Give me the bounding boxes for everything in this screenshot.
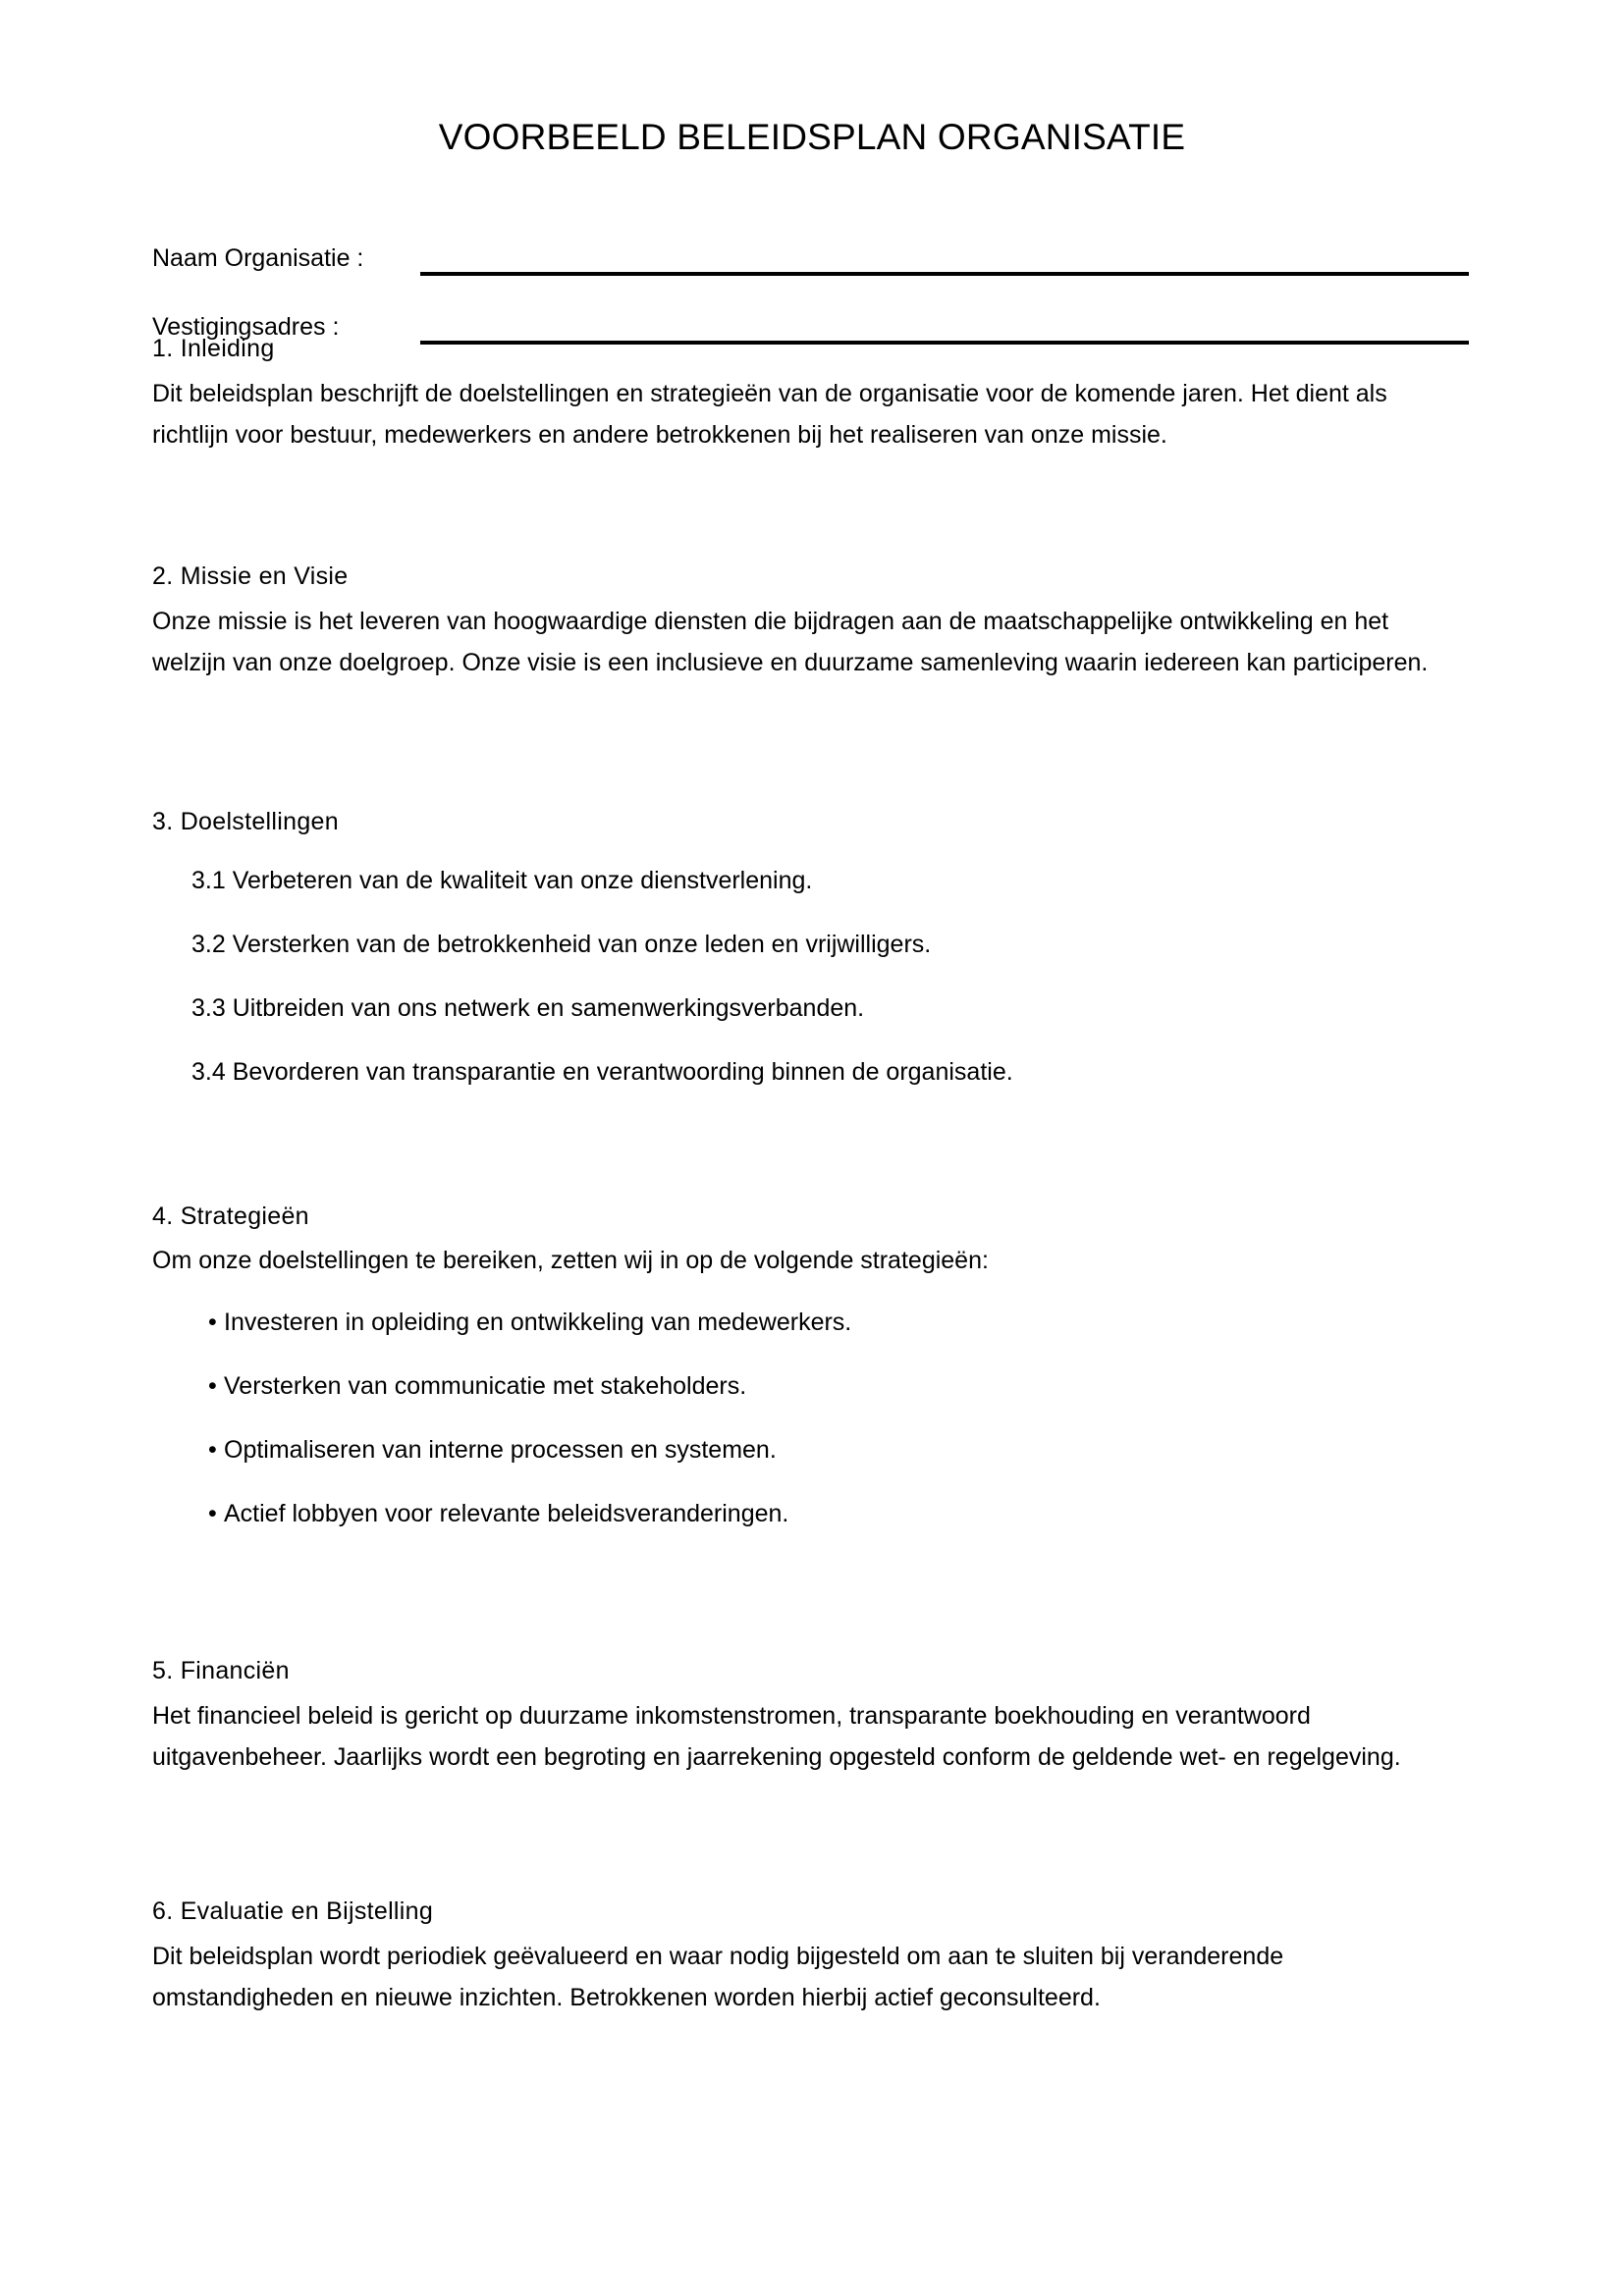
form-field-label-naam-organisatie: Naam Organisatie : — [152, 244, 364, 272]
section-heading-3: 3. Doelstellingen — [152, 808, 339, 835]
section-4-bullet-3 — [208, 1433, 1458, 1467]
bullet-icon: • — [208, 1436, 217, 1464]
section-body-1: Dit beleidsplan beschrijft de doelstellingen en strategieën van de organisatie voor de komende jaren. Het dient als richtlijn voor bestuur, medewerkers en andere betrokkenen bij het realiseren van onze missie. — [152, 380, 1387, 449]
section-3-item-3: 3.3 Uitbreiden van ons netwerk en samenwerkingsverbanden. — [191, 994, 865, 1022]
section-4-bullet-4 — [208, 1497, 1458, 1530]
page-title: VOORBEELD BELEIDSPLAN ORGANISATIE — [438, 117, 1186, 157]
section-body-2: Onze missie is het leveren van hoogwaardige diensten die bijdragen aan de maatschappelijke ontwikkeling en het welzijn van onze doelgroep. Onze visie is een inclusieve en duurzame samenleving waarin iedereen kan participeren. — [152, 608, 1429, 676]
section-heading-2: 2. Missie en Visie — [152, 562, 349, 590]
section-heading-1: 1. Inleiding — [152, 335, 275, 362]
section-4-bullet-2 — [208, 1369, 1458, 1403]
form-field-rule-naam-organisatie[interactable] — [420, 272, 1469, 276]
bullet-icon: • — [208, 1372, 217, 1400]
section-4-bullet-3-label: Optimaliseren van interne processen en systemen. — [224, 1436, 777, 1464]
section-heading-6: 6. Evaluatie en Bijstelling — [152, 1897, 434, 1925]
section-3-item-1: 3.1 Verbeteren van de kwaliteit van onze dienstverlening. — [191, 867, 813, 894]
form-field-label-vestigingsadres: Vestigingsadres : — [152, 313, 340, 341]
bullet-icon: • — [208, 1500, 217, 1527]
section-4-bullet-1-label: Investeren in opleiding en ontwikkeling van medewerkers. — [224, 1308, 852, 1336]
section-body-4: Om onze doelstellingen te bereiken, zetten wij in op de volgende strategieën: — [152, 1247, 989, 1274]
section-body-6: Dit beleidsplan wordt periodiek geëvalueerd en waar nodig bijgesteld om aan te sluiten bij veranderende omstandigheden en nieuwe inzichten. Betrokkenen worden hierbij actief geconsulteerd. — [152, 1943, 1284, 2011]
section-4-bullet-1 — [208, 1306, 1458, 1339]
section-4-bullet-2-label: Versterken van communicatie met stakeholders. — [224, 1372, 747, 1400]
section-4-bullet-4-label: Actief lobbyen voor relevante beleidsveranderingen. — [224, 1500, 789, 1527]
section-3-item-2: 3.2 Versterken van de betrokkenheid van onze leden en vrijwilligers. — [191, 931, 932, 958]
section-body-5: Het financieel beleid is gericht op duurzame inkomstenstromen, transparante boekhouding en verantwoord uitgavenbeheer. Jaarlijks wordt een begroting en jaarrekening opgesteld conform de geldende wet- en regelgeving. — [152, 1702, 1401, 1771]
section-heading-5: 5. Financiën — [152, 1657, 290, 1684]
bullet-icon: • — [208, 1308, 217, 1336]
form-field-naam-organisatie — [152, 241, 1469, 281]
section-heading-4: 4. Strategieën — [152, 1202, 309, 1230]
section-3-item-4: 3.4 Bevorderen van transparantie en verantwoording binnen de organisatie. — [191, 1058, 1013, 1086]
